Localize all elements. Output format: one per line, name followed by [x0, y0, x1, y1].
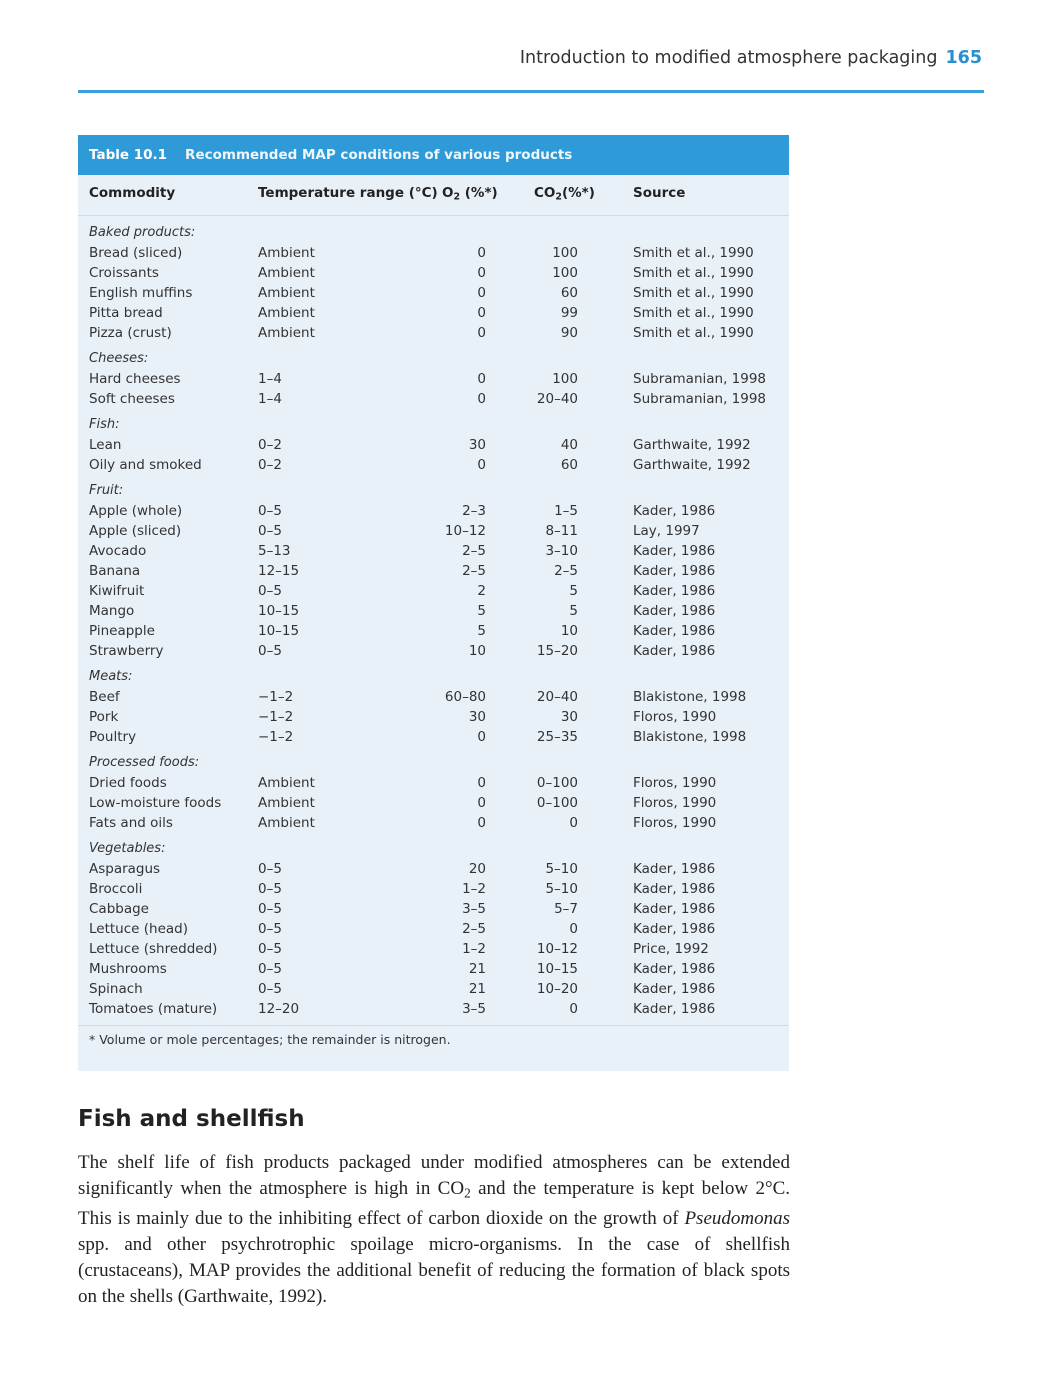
table-row: [78, 773, 789, 793]
cell-source: Kader, 1986: [633, 881, 716, 897]
table-row: [78, 283, 789, 303]
cell-co2: 5: [569, 603, 578, 619]
paragraph-italic-genus: Pseudomonas: [684, 1208, 790, 1230]
cell-co2: 25–35: [536, 729, 578, 745]
cell-temperature: Ambient: [258, 285, 315, 301]
cell-co2: 40: [560, 437, 578, 453]
cell-source: Floros, 1990: [633, 815, 717, 831]
cell-o2: 0: [477, 815, 486, 831]
cell-commodity: Asparagus: [89, 861, 161, 877]
table-row: [78, 687, 789, 707]
cell-o2: 5: [477, 603, 486, 619]
cell-o2: 1–2: [462, 881, 486, 897]
cell-co2: 100: [552, 371, 578, 387]
table-row: [78, 303, 789, 323]
cell-o2: 3–5: [462, 901, 486, 917]
cell-o2: 21: [468, 981, 486, 997]
table-row: [78, 621, 789, 641]
cell-temperature: 0–2: [258, 457, 282, 473]
cell-source: Subramanian, 1998: [633, 391, 767, 407]
cell-o2: 2: [477, 583, 486, 599]
table-row: [78, 263, 789, 283]
cell-co2: 1–5: [554, 503, 578, 519]
cell-temperature: Ambient: [258, 795, 315, 811]
cell-o2: 0: [477, 245, 486, 261]
cell-commodity: Oily and smoked: [89, 457, 202, 473]
cell-commodity: Soft cheeses: [89, 391, 175, 407]
cell-commodity: Pizza (crust): [89, 325, 172, 341]
cell-source: Kader, 1986: [633, 563, 716, 579]
table-row: [78, 581, 789, 601]
cell-o2: 0: [477, 371, 486, 387]
cell-o2: 10: [468, 643, 486, 659]
cell-co2: 90: [560, 325, 578, 341]
table-caption: [78, 135, 789, 175]
cell-temperature: 0–5: [258, 961, 282, 977]
table-row: [78, 243, 789, 263]
col-temperature: Temperature range (°C): [258, 185, 438, 201]
col-o2: [442, 185, 498, 202]
cell-co2: 3–10: [545, 543, 578, 559]
cell-co2: 20–40: [536, 391, 578, 407]
table-row: [78, 521, 789, 541]
cell-temperature: −1–2: [258, 689, 294, 705]
header-rule: [78, 90, 984, 93]
cell-commodity: Kiwifruit: [89, 583, 145, 599]
cell-co2: 100: [552, 265, 578, 281]
cell-o2: 21: [468, 961, 486, 977]
cell-commodity: Mushrooms: [89, 961, 167, 977]
cell-o2: 3–5: [462, 1001, 486, 1017]
cell-o2: 2–5: [462, 563, 486, 579]
cell-commodity: Dried foods: [89, 775, 167, 791]
cell-source: Smith et al., 1990: [633, 265, 754, 281]
cell-source: Kader, 1986: [633, 981, 716, 997]
cell-o2: 0: [477, 285, 486, 301]
col-co2-sub: 2: [555, 191, 562, 203]
cell-temperature: 0–5: [258, 583, 282, 599]
cell-co2: 0: [569, 815, 578, 831]
table-row: [78, 369, 789, 389]
table-footnote: * Volume or mole percentages; the remainder is nitrogen.: [89, 1032, 451, 1047]
cell-source: Kader, 1986: [633, 961, 716, 977]
cell-temperature: 5–13: [258, 543, 291, 559]
cell-source: Price, 1992: [633, 941, 709, 957]
cell-commodity: Croissants: [89, 265, 159, 281]
cell-temperature: 0–5: [258, 901, 282, 917]
cell-co2: 0: [569, 1001, 578, 1017]
table-row: [78, 455, 789, 475]
cell-temperature: 12–20: [258, 1001, 300, 1017]
table-row: [78, 999, 789, 1019]
cell-source: Smith et al., 1990: [633, 325, 754, 341]
cell-co2: 5–10: [545, 881, 578, 897]
cell-co2: 10: [560, 623, 578, 639]
cell-o2: 30: [468, 437, 486, 453]
cell-source: Garthwaite, 1992: [633, 437, 751, 453]
cell-source: Kader, 1986: [633, 921, 716, 937]
cell-o2: 0: [477, 265, 486, 281]
running-title: Introduction to modified atmosphere packaging: [519, 48, 938, 68]
cell-source: Lay, 1997: [633, 523, 700, 539]
cell-co2: 2–5: [554, 563, 578, 579]
cell-source: Kader, 1986: [633, 543, 716, 559]
cell-source: Kader, 1986: [633, 583, 716, 599]
cell-temperature: Ambient: [258, 245, 315, 261]
cell-temperature: Ambient: [258, 305, 315, 321]
cell-temperature: 0–2: [258, 437, 282, 453]
table-row: [78, 879, 789, 899]
table-row: [78, 601, 789, 621]
paragraph-text-3: spp. and other psychrotrophic spoilage micro-organisms. In the case of shellfish (crustaceans), MAP provides the additional benefit of reducing the formation of black spots on the shells (Garthwaite, 1992).: [78, 1234, 790, 1308]
cell-commodity: Lettuce (shredded): [89, 941, 218, 957]
cell-o2: 5: [477, 623, 486, 639]
table-row: [78, 435, 789, 455]
col-o2-unit: (%*): [460, 185, 498, 201]
cell-o2: 0: [477, 305, 486, 321]
cell-commodity: Pineapple: [89, 623, 155, 639]
cell-temperature: −1–2: [258, 729, 294, 745]
table-row: [78, 959, 789, 979]
table-row: [78, 919, 789, 939]
col-co2: [534, 185, 595, 202]
cell-o2: 2–5: [462, 921, 486, 937]
cell-temperature: 10–15: [258, 603, 300, 619]
cell-source: Floros, 1990: [633, 709, 717, 725]
cell-source: Kader, 1986: [633, 643, 716, 659]
cell-co2: 8–11: [545, 523, 578, 539]
cell-commodity: Avocado: [89, 543, 147, 559]
cell-source: Kader, 1986: [633, 603, 716, 619]
table-group-label: Meats:: [89, 669, 133, 684]
cell-source: Garthwaite, 1992: [633, 457, 751, 473]
cell-co2: 5–7: [554, 901, 578, 917]
table-row: [78, 707, 789, 727]
cell-co2: 60: [560, 457, 578, 473]
col-co2-unit: (%*): [561, 185, 595, 201]
cell-commodity: Low-moisture foods: [89, 795, 222, 811]
cell-co2: 0: [569, 921, 578, 937]
cell-source: Subramanian, 1998: [633, 371, 767, 387]
cell-temperature: Ambient: [258, 265, 315, 281]
table-row: [78, 541, 789, 561]
body-paragraph: [78, 1150, 790, 1310]
col-commodity: Commodity: [89, 185, 176, 201]
col-source: Source: [633, 185, 686, 201]
cell-source: Kader, 1986: [633, 901, 716, 917]
cell-commodity: Fats and oils: [89, 815, 173, 831]
cell-o2: 60–80: [444, 689, 486, 705]
cell-commodity: Apple (sliced): [89, 523, 182, 539]
cell-temperature: −1–2: [258, 709, 294, 725]
table-row: [78, 323, 789, 343]
cell-o2: 2–5: [462, 543, 486, 559]
paragraph-text-2: and the temperature is kept below 2°C. This is mainly due to the inhibiting effect of carbon dioxide on the growth of: [78, 1178, 790, 1230]
cell-o2: 0: [477, 457, 486, 473]
cell-temperature: Ambient: [258, 775, 315, 791]
table-title: Recommended MAP conditions of various products: [185, 147, 573, 163]
header-divider: [78, 215, 789, 216]
cell-source: Kader, 1986: [633, 503, 716, 519]
table-body: [78, 223, 789, 1019]
cell-commodity: Broccoli: [89, 881, 143, 897]
cell-source: Kader, 1986: [633, 623, 716, 639]
cell-source: Blakistone, 1998: [633, 729, 747, 745]
cell-co2: 99: [560, 305, 578, 321]
cell-commodity: Hard cheeses: [89, 371, 181, 387]
cell-co2: 10–12: [536, 941, 578, 957]
cell-temperature: 0–5: [258, 861, 282, 877]
cell-o2: 20: [468, 861, 486, 877]
table-group-label: Baked products:: [89, 225, 196, 240]
cell-temperature: 0–5: [258, 921, 282, 937]
cell-commodity: Spinach: [89, 981, 143, 997]
table-group-label: Processed foods:: [89, 755, 200, 770]
cell-temperature: 0–5: [258, 881, 282, 897]
cell-commodity: Mango: [89, 603, 135, 619]
table-row: [78, 727, 789, 747]
cell-commodity: Strawberry: [89, 643, 164, 659]
cell-o2: 30: [468, 709, 486, 725]
cell-commodity: Apple (whole): [89, 503, 183, 519]
cell-co2: 0–100: [536, 775, 578, 791]
col-o2-sub: 2: [453, 191, 461, 203]
table-group-label: Vegetables:: [89, 841, 166, 856]
cell-co2: 15–20: [536, 643, 578, 659]
cell-commodity: Lettuce (head): [89, 921, 188, 937]
table-label: Table 10.1: [89, 147, 168, 163]
table-row: [78, 979, 789, 999]
table-row: [78, 501, 789, 521]
cell-commodity: Tomatoes (mature): [89, 1001, 218, 1017]
cell-co2: 10–20: [536, 981, 578, 997]
cell-o2: 10–12: [444, 523, 486, 539]
cell-o2: 1–2: [462, 941, 486, 957]
cell-commodity: Pitta bread: [89, 305, 163, 321]
cell-commodity: Bread (sliced): [89, 245, 183, 261]
cell-source: Floros, 1990: [633, 775, 717, 791]
cell-temperature: 12–15: [258, 563, 300, 579]
cell-o2: 2–3: [462, 503, 486, 519]
cell-co2: 60: [560, 285, 578, 301]
cell-commodity: Lean: [89, 437, 122, 453]
cell-co2: 100: [552, 245, 578, 261]
cell-temperature: 1–4: [258, 391, 282, 407]
page-number: 165: [945, 48, 982, 68]
col-co2-text: CO: [534, 185, 556, 201]
table-row: [78, 389, 789, 409]
cell-temperature: 1–4: [258, 371, 282, 387]
cell-temperature: 0–5: [258, 503, 282, 519]
table-row: [78, 641, 789, 661]
table-row: [78, 813, 789, 833]
cell-commodity: Poultry: [89, 729, 137, 745]
col-o2-text: O: [442, 185, 454, 201]
cell-co2: 0–100: [536, 795, 578, 811]
map-conditions-table: [78, 135, 789, 1071]
table-group-label: Fruit:: [89, 483, 124, 498]
cell-commodity: Banana: [89, 563, 141, 579]
cell-commodity: Beef: [89, 689, 120, 705]
footnote-divider: [78, 1025, 789, 1026]
cell-o2: 0: [477, 325, 486, 341]
table-row: [78, 939, 789, 959]
table-row: [78, 899, 789, 919]
paragraph-subscript: 2: [464, 1185, 471, 1201]
cell-temperature: 0–5: [258, 523, 282, 539]
cell-co2: 5: [569, 583, 578, 599]
cell-commodity: English muffins: [89, 285, 193, 301]
section-heading: Fish and shellfish: [78, 1106, 305, 1132]
paragraph-text-1: The shelf life of fish products packaged under modified atmospheres can be extended significantly when the atmosphere is high in CO: [78, 1152, 790, 1199]
cell-source: Floros, 1990: [633, 795, 717, 811]
cell-temperature: 0–5: [258, 941, 282, 957]
cell-source: Smith et al., 1990: [633, 285, 754, 301]
cell-temperature: 10–15: [258, 623, 300, 639]
cell-co2: 20–40: [536, 689, 578, 705]
table-row: [78, 859, 789, 879]
cell-o2: 0: [477, 795, 486, 811]
cell-temperature: 0–5: [258, 981, 282, 997]
cell-temperature: Ambient: [258, 325, 315, 341]
cell-o2: 0: [477, 729, 486, 745]
table-group-label: Cheeses:: [89, 351, 149, 366]
cell-source: Blakistone, 1998: [633, 689, 747, 705]
cell-co2: 5–10: [545, 861, 578, 877]
table-row: [78, 561, 789, 581]
table-header-row: [78, 185, 789, 205]
running-head: [520, 48, 982, 68]
table-group-label: Fish:: [89, 417, 120, 432]
cell-co2: 10–15: [536, 961, 578, 977]
cell-commodity: Pork: [89, 709, 119, 725]
cell-source: Smith et al., 1990: [633, 245, 754, 261]
cell-source: Kader, 1986: [633, 1001, 716, 1017]
cell-temperature: 0–5: [258, 643, 282, 659]
cell-o2: 0: [477, 391, 486, 407]
cell-source: Smith et al., 1990: [633, 305, 754, 321]
table-row: [78, 793, 789, 813]
cell-source: Kader, 1986: [633, 861, 716, 877]
cell-o2: 0: [477, 775, 486, 791]
cell-commodity: Cabbage: [89, 901, 149, 917]
cell-temperature: Ambient: [258, 815, 315, 831]
cell-co2: 30: [560, 709, 578, 725]
